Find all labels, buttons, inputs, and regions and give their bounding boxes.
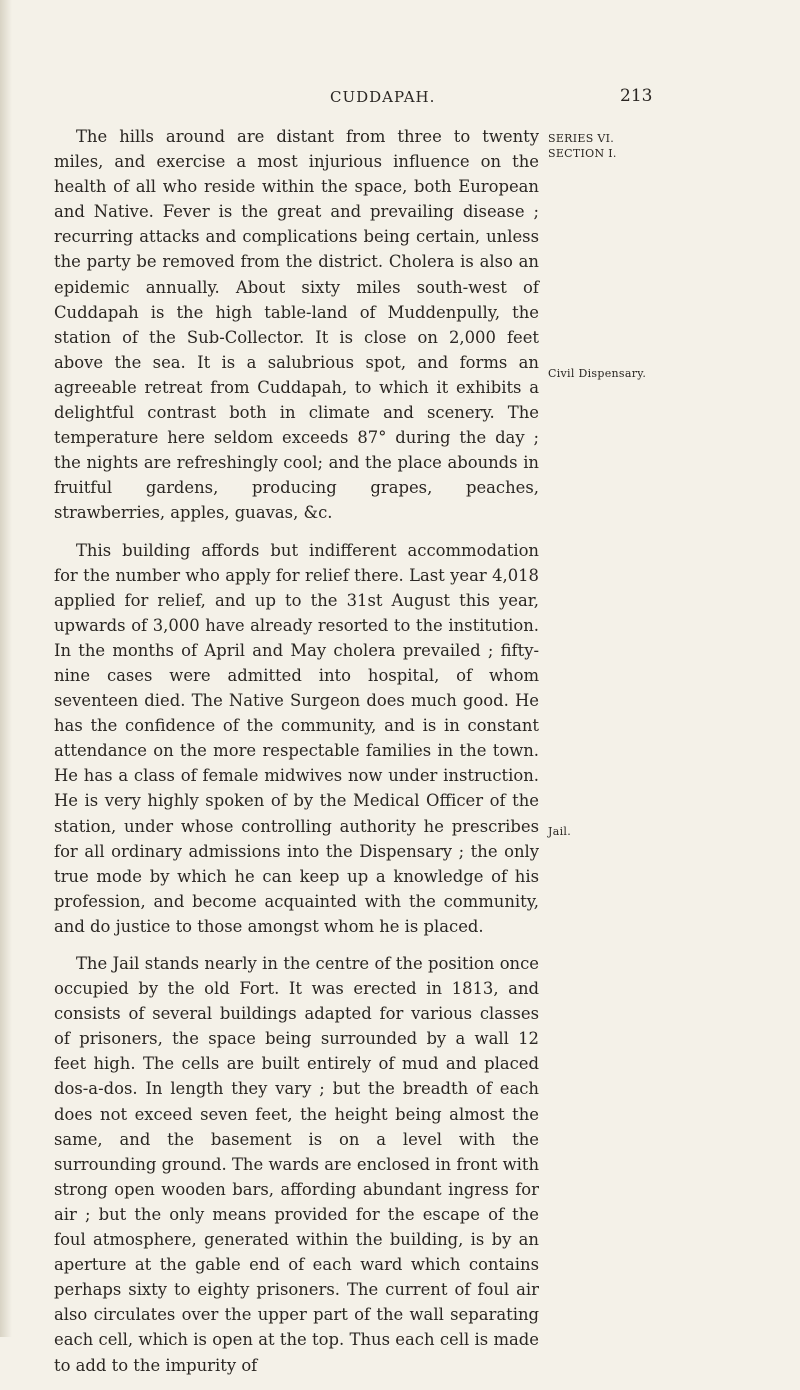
margin-note-civil-dispensary: Civil Dispensary.: [548, 367, 647, 380]
margin-note-series: [548, 131, 798, 161]
paragraph-dispensary: This building affords but indifferent accommodation for the number who apply for relief there. Last year 4,018 applied for relief, and up to the 31st August this year, upwards of 3,000 have already resorted to the institution. In the months of April and May cholera prevailed ; fifty-nine cases were admitted into hospital, of whom seventeen died. The Native Surgeon does much good. He has the confidence of the community, and is in constant attendance on the more respectable families in the town. He has a class of female midwives now under instruction. He is very highly spoken of by the Medical Officer of the station, under whose controlling authority he prescribes for all ordinary admissions into the Dispensary ; the only true mode by which he can keep up a knowledge of his profession, and become acquainted with the community, and do justice to those amongst whom he is placed.: [54, 540, 539, 936]
running-head: [0, 88, 800, 112]
margin-note-jail: Jail.: [548, 825, 572, 838]
running-title: CUDDAPAH.: [330, 88, 436, 106]
paragraph-hills: The hills around are distant from three to twenty miles, and exercise a most injurious influence on the health of all who reside within the space, both European and Native. Fever is the great and prevailing disease ; recurring attacks and complications being certain, unless the party be removed from the district. Cholera is also an epidemic annually. About sixty miles south-west of Cuddapah is the high table-land of Muddenpully, the station of the Sub-Collector. It is close on 2,000 feet above the sea. It is a salubrious spot, and forms an agreeable retreat from Cuddapah, to which it exhibits a delightful contrast both in climate and scenery. The temperature here seldom exceeds 87° during the day ; the nights are refreshingly cool; and the place abounds in fruitful gardens, producing grapes, peaches, strawberries, apples, guavas, &c.: [54, 127, 539, 523]
page-number: 213: [620, 86, 653, 106]
body-text: [54, 124, 539, 1390]
page-edge: [0, 0, 12, 1337]
series-label: SERIES VI.: [548, 132, 615, 145]
section-label: SECTION I.: [548, 147, 617, 160]
paragraph-jail: The Jail stands nearly in the centre of the position once occupied by the old Fort. It was erected in 1813, and consists of several buildings adapted for various classes of prisoners, the space being surrounded by a wall 12 feet high. The cells are built entirely of mud and placed dos-a-dos. In length they vary ; but the breadth of each does not exceed seven feet, the height being almost the same, and the basement is on a level with the surrounding ground. The wards are enclosed in front with strong open wooden bars, affording abundant ingress for air ; but the only means provided for the escape of the foul atmosphere, generated within the building, is by an aperture at the gable end of each ward which contains perhaps sixty to eighty prisoners. The current of foul air also circulates over the upper part of the wall separating each cell, which is open at the top. Thus each cell is made to add to the impurity of: [54, 954, 539, 1375]
